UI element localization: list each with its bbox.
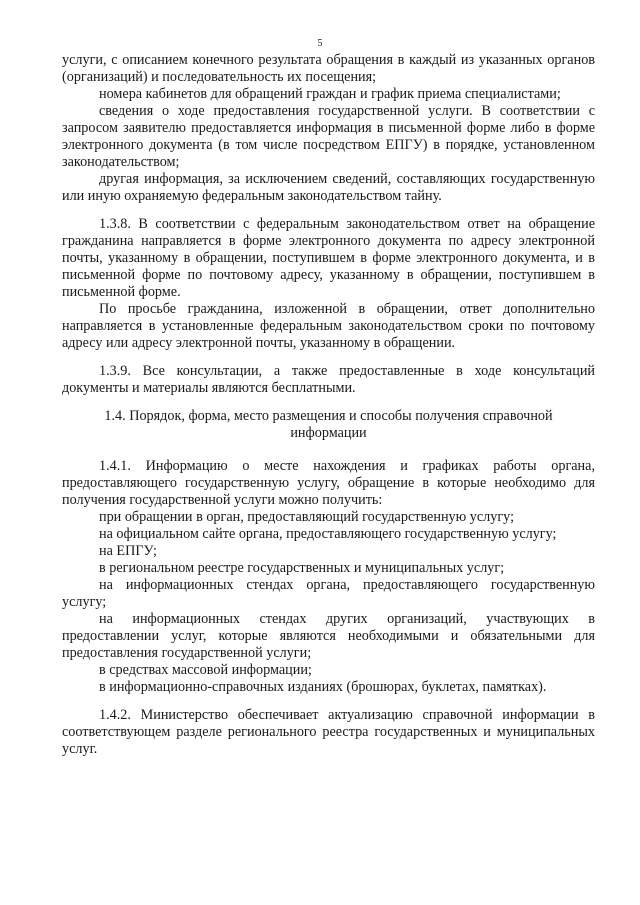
paragraph-1-4-2: 1.4.2. Министерство обеспечивает актуализацию справочной информации в соответствующем разделе регионального реестра государственных и муниципальных услуг.: [62, 707, 595, 757]
list-item-official-site: на официальном сайте органа, предоставляющего государственную услугу;: [99, 526, 557, 542]
list-item-other-org-stands: на информационных стендах других организаций, участвующих в предоставлении услуг, которые являются необходимыми и обязательными для предоставления государственной услуги;: [62, 611, 595, 661]
document-body: [62, 52, 595, 758]
list-item-mass-media: в средствах массовой информации;: [99, 662, 312, 678]
paragraph-services-sequence: услуги, с описанием конечного результата обращения в каждый из указанных органов (организаций) и последовательность их посещения;: [62, 52, 595, 85]
list-item-authority-visit: при обращении в орган, предоставляющий государственную услугу;: [99, 509, 515, 525]
list-item-reference-publications: в информационно-справочных изданиях (брошюрах, буклетах, памятках).: [99, 679, 547, 695]
paragraph-citizen-request: По просьбе гражданина, изложенной в обращении, ответ дополнительно направляется в установленные федеральным законодательством сроки по почтовому адресу или адресу электронной почты, указанному в обращении.: [62, 301, 595, 351]
paragraph-service-progress: сведения о ходе предоставления государственной услуги. В соответствии с запросом заявителю предоставляется информация в письменной форме либо в форме электронного документа (в том числе посредством ЕПГУ) в порядке, установленном законодательством;: [62, 103, 595, 170]
paragraph-other-information: другая информация, за исключением сведений, составляющих государственную или иную охраняемую федеральным законодательством тайну.: [62, 171, 595, 204]
section-heading-1-4: 1.4. Порядок, форма, место размещения и способы получения справочной информации: [104, 408, 553, 441]
list-item-authority-stands: на информационных стендах органа, предоставляющего государственную услугу;: [62, 577, 595, 610]
page-number: 5: [317, 38, 323, 49]
paragraph-1-3-9: 1.3.9. Все консультации, а также предоставленные в ходе консультаций документы и материалы являются бесплатными.: [62, 363, 595, 396]
paragraph-office-numbers: номера кабинетов для обращений граждан и график приема специалистами;: [99, 86, 561, 102]
paragraph-1-4-1: 1.4.1. Информацию о месте нахождения и графиках работы органа, предоставляющего государственную услугу, обращение в которые необходимо для получения государственной услуги можно получить:: [62, 458, 595, 508]
paragraph-1-3-8: 1.3.8. В соответствии с федеральным законодательством ответ на обращение гражданина направляется в форме электронного документа по адресу электронной почты, указанному в обращении, поступившем в форме электронного документа, и в письменной форме по почтовому адресу, указанному в обращении, поступившем в письменной форме.: [62, 216, 595, 300]
list-item-epgu: на ЕПГУ;: [99, 543, 157, 559]
list-item-regional-registry: в региональном реестре государственных и муниципальных услуг;: [99, 560, 505, 576]
